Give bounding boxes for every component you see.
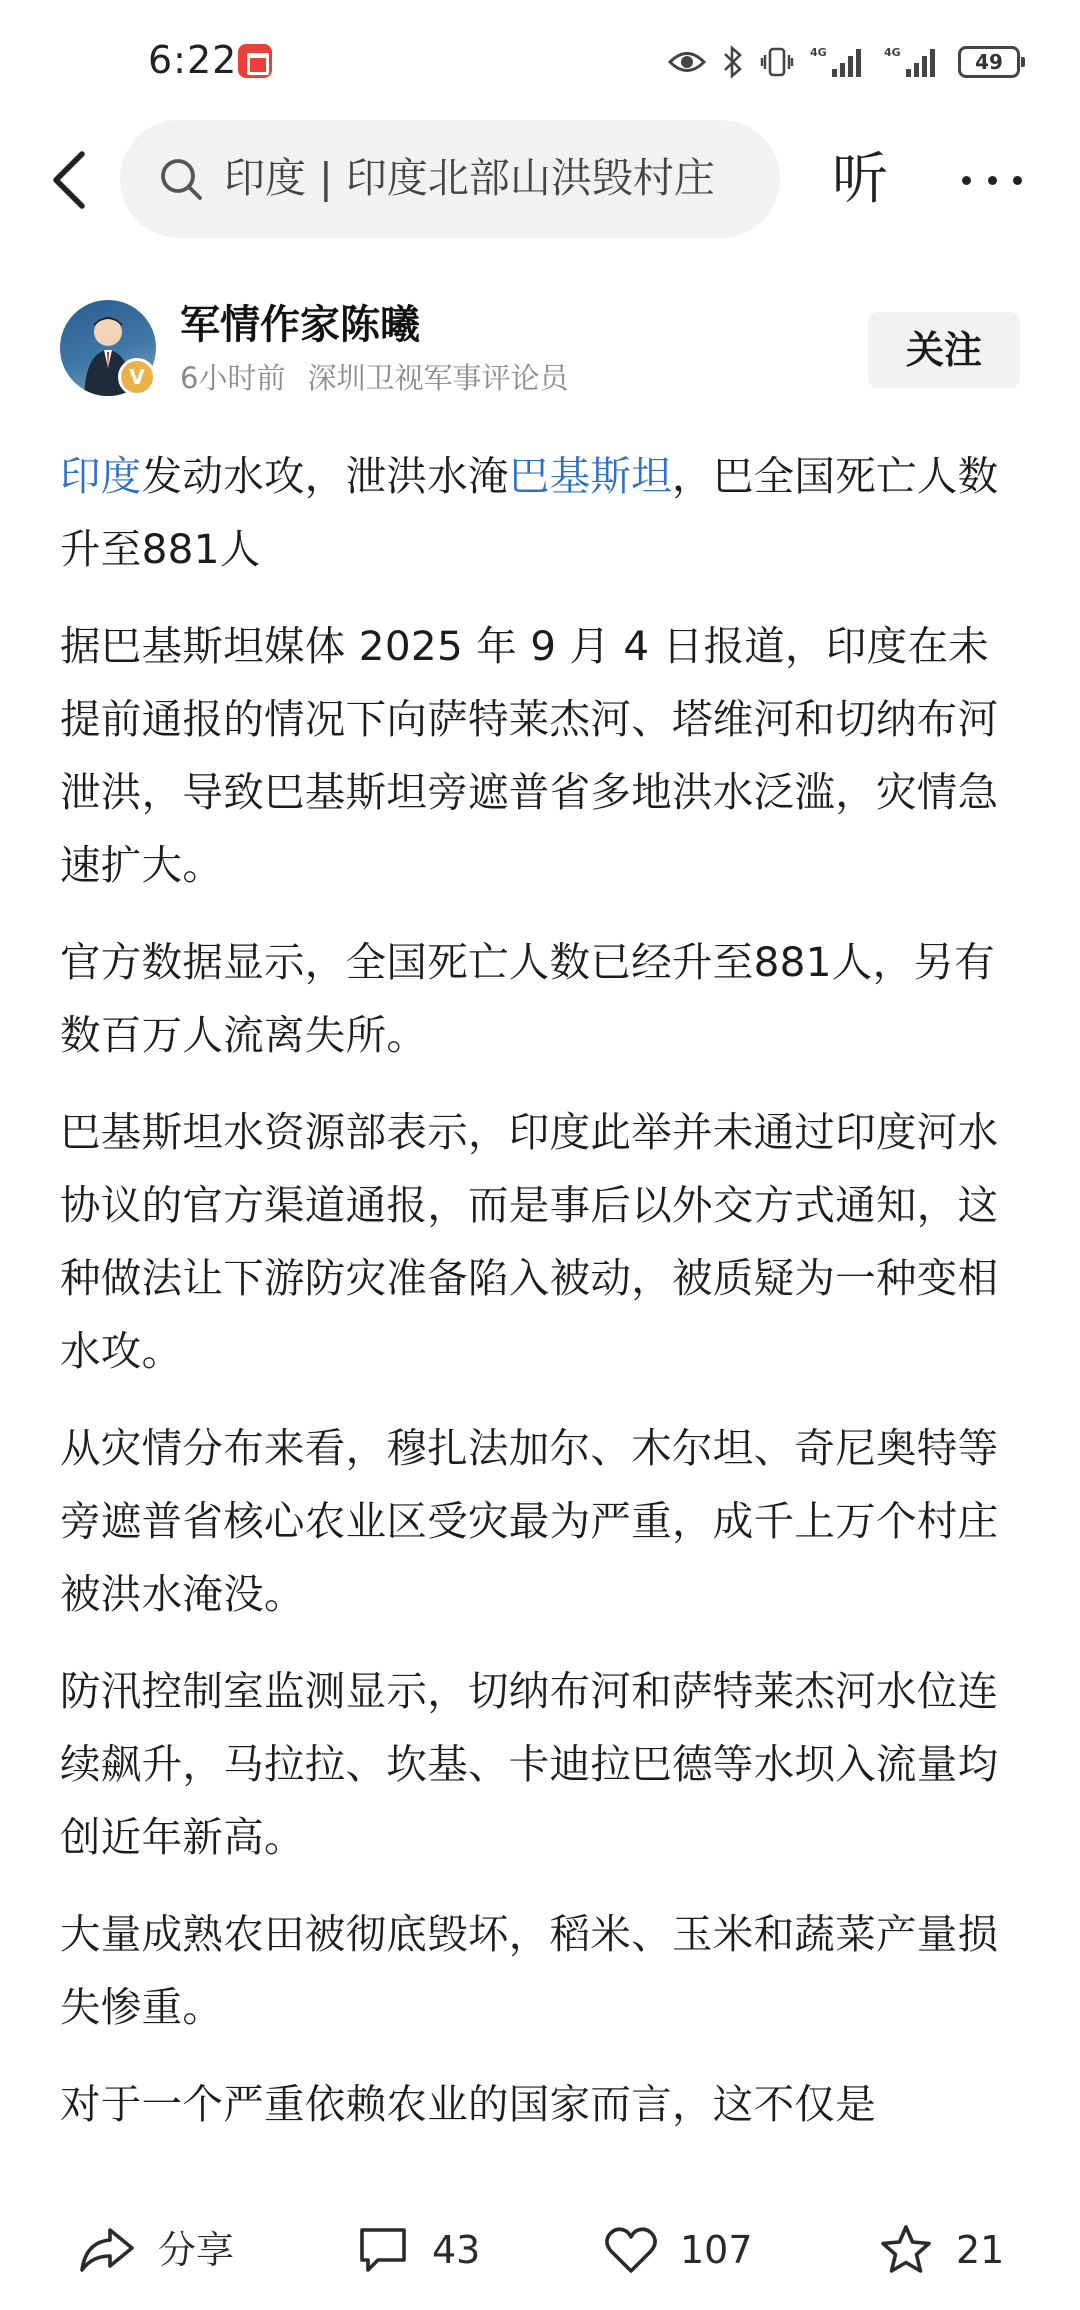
verified-badge: V <box>118 358 156 396</box>
listen-button[interactable]: 听 <box>832 147 888 212</box>
search-bar[interactable] <box>120 120 780 238</box>
author-meta <box>180 358 568 398</box>
post-time: 6小时前 <box>180 361 286 395</box>
like-button[interactable] <box>604 2220 753 2280</box>
eye-icon <box>668 49 706 75</box>
status-time: 6:22 <box>148 38 238 82</box>
status-icons <box>668 40 1020 84</box>
more-icon[interactable] <box>962 160 1022 200</box>
article-paragraph: 据巴基斯坦媒体 2025 年 9 月 4 日报道，印度在未提前通报的情况下向萨特莱杰河、塔维河和切纳布河泄洪，导致巴基斯坦旁遮普省多地洪水泛滥，灾情急速扩大。 <box>60 622 999 889</box>
article-paragraph: 巴基斯坦水资源部表示，印度此举并未通过印度河水协议的官方渠道通报，而是事后以外交方式通知，这种做法让下游防灾准备陷入被动，被质疑为一种变相水攻。 <box>60 1108 999 1375</box>
author-name[interactable]: 军情作家陈曦 <box>180 302 420 348</box>
status-bar <box>0 0 1080 120</box>
svg-text:4G: 4G <box>884 46 901 59</box>
like-icon <box>604 2225 658 2275</box>
bottom-action-bar <box>0 2190 1080 2310</box>
back-button[interactable] <box>44 148 104 212</box>
signal-icon <box>810 45 868 79</box>
favorite-icon <box>878 2223 934 2277</box>
top-bar <box>0 120 1080 240</box>
comment-button[interactable] <box>356 2220 480 2280</box>
battery-icon: 49 <box>958 46 1020 78</box>
bluetooth-icon <box>722 45 744 79</box>
favorite-button[interactable] <box>878 2220 1004 2280</box>
notification-app-icon <box>238 44 272 78</box>
comment-icon <box>356 2224 410 2276</box>
author-title: 深圳卫视军事评论员 <box>307 361 569 395</box>
signal-icon <box>884 45 942 79</box>
article-paragraph: 从灾情分布来看，穆扎法加尔、木尔坦、奇尼奥特等旁遮普省核心农业区受灾最为严重，成千上万个村庄被洪水淹没。 <box>60 1424 999 1618</box>
back-icon <box>44 148 104 212</box>
article-paragraph: 对于一个严重依赖农业的国家而言，这不仅是 <box>60 2080 876 2128</box>
vibrate-icon <box>760 46 794 78</box>
share-button[interactable] <box>78 2220 234 2280</box>
author-header <box>0 300 1080 400</box>
share-label: 分享 <box>158 2228 235 2272</box>
tag-link-india[interactable]: 印度 <box>60 452 142 500</box>
article-paragraph: 防汛控制室监测显示，切纳布河和萨特莱杰河水位连续飙升，马拉拉、坎基、卡迪拉巴德等水坝入流量均创近年新高。 <box>60 1667 999 1861</box>
article-heading: 印度发动水攻，泄洪水淹巴基斯坦，巴全国死亡人数升至881人 <box>60 452 999 573</box>
comment-count: 43 <box>432 2228 481 2272</box>
article-body <box>60 440 1025 2165</box>
tag-link-pakistan[interactable]: 巴基斯坦 <box>508 452 673 500</box>
follow-button[interactable]: 关注 <box>868 312 1020 388</box>
share-icon <box>78 2224 136 2276</box>
favorite-count: 21 <box>956 2228 1005 2272</box>
search-query[interactable]: 印度 | 印度北部山洪毁村庄 <box>224 154 715 202</box>
article-paragraph: 大量成熟农田被彻底毁坏，稻米、玉米和蔬菜产量损失惨重。 <box>60 1910 999 2031</box>
like-count: 107 <box>680 2228 753 2272</box>
svg-text:4G: 4G <box>810 46 827 59</box>
article-paragraph: 官方数据显示，全国死亡人数已经升至881人，另有数百万人流离失所。 <box>60 938 996 1059</box>
search-icon <box>158 156 204 202</box>
